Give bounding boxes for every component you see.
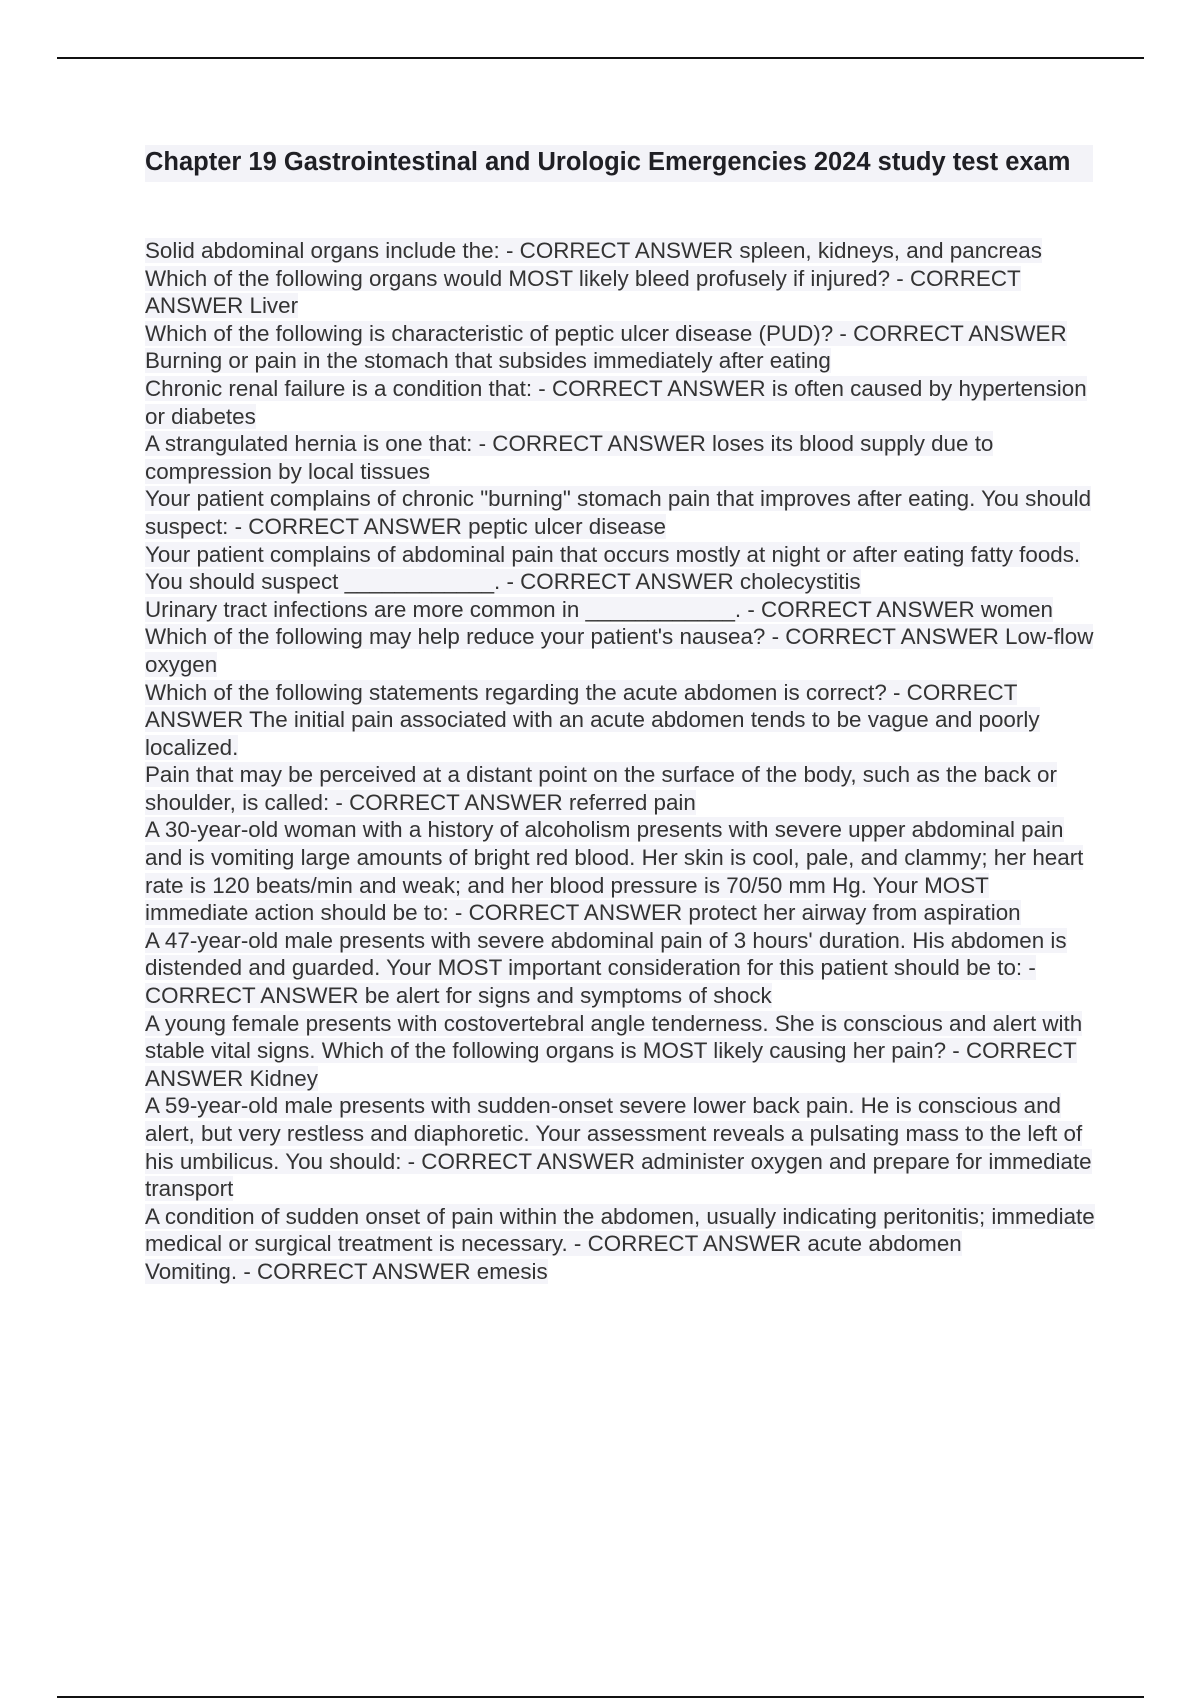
list-item: [145, 265, 1095, 320]
list-item: [145, 1203, 1095, 1258]
qa-text: Chronic renal failure is a condition that: - CORRECT ANSWER is often caused by hypertension or diabetes: [145, 375, 1087, 429]
qa-text: A strangulated hernia is one that: - CORRECT ANSWER loses its blood supply due to compression by local tissues: [145, 431, 994, 484]
list-item: [145, 430, 1095, 485]
list-item: [145, 596, 1095, 624]
qa-text: A 47-year-old male presents with severe abdominal pain of 3 hours' duration. His abdomen is distended and guarded. Your MOST important consideration for this patient should be to: - CORRECT ANSWER be alert for signs and symptoms of shock: [145, 927, 1067, 1009]
list-item: [145, 541, 1095, 596]
list-item: [145, 1010, 1095, 1093]
qa-text: Solid abdominal organs include the: - CORRECT ANSWER spleen, kidneys, and pancreas: [145, 238, 1042, 263]
qa-text: Which of the following statements regarding the acute abdomen is correct? - CORRECT ANSWER The initial pain associated with an acute abdomen tends to be vague and poorly localized.: [145, 679, 1040, 760]
document-title: Chapter 19 Gastrointestinal and Urologic Emergencies 2024 study test exam: [145, 145, 1093, 182]
list-item: [145, 1258, 1095, 1286]
qa-text: Pain that may be perceived at a distant point on the surface of the body, such as the back or shoulder, is called: - CORRECT ANSWER referred pain: [145, 762, 1057, 815]
qa-text: Which of the following is characteristic of peptic ulcer disease (PUD)? - CORRECT ANSWER Burning or pain in the stomach that subsides immediately after eating: [145, 320, 1067, 374]
list-item: [145, 816, 1095, 926]
qa-text: Urinary tract infections are more common in ____________. - CORRECT ANSWER women: [145, 596, 1054, 622]
qa-text: Vomiting. - CORRECT ANSWER emesis: [145, 1258, 548, 1284]
qa-text: Your patient complains of abdominal pain that occurs mostly at night or after eating fatty foods. You should suspect ____________. - CORRECT ANSWER cholecystitis: [145, 541, 1081, 595]
qa-list: [145, 237, 1095, 1286]
list-item: [145, 237, 1095, 265]
list-item: [145, 375, 1095, 430]
qa-text: A young female presents with costovertebral angle tenderness. She is conscious and alert with stable vital signs. Which of the following organs is MOST likely causing her pain? - CORRECT ANSWER Kidney: [145, 1010, 1083, 1091]
qa-text: Which of the following organs would MOST likely bleed profusely if injured? - CORRECT ANSWER Liver: [145, 265, 1021, 319]
qa-text: A 30-year-old woman with a history of alcoholism presents with severe upper abdominal pain and is vomiting large amounts of bright red blood. Her skin is cool, pale, and clammy; her heart rate is 120 beats/min and weak; and her blood pressure is 70/50 mm Hg. Your MOST immediate action should be to: - CORRECT ANSWER protect her airway from aspiration: [145, 817, 1084, 926]
list-item: [145, 761, 1095, 816]
list-item: [145, 485, 1095, 540]
list-item: [145, 623, 1095, 678]
qa-text: Which of the following may help reduce your patient's nausea? - CORRECT ANSWER Low-flow oxygen: [145, 624, 1094, 677]
list-item: [145, 679, 1095, 762]
list-item: [145, 320, 1095, 375]
top-rule: [57, 57, 1144, 59]
list-item: [145, 927, 1095, 1010]
qa-text: A condition of sudden onset of pain within the abdomen, usually indicating peritonitis; immediate medical or surgical treatment is necessary. - CORRECT ANSWER acute abdomen: [145, 1203, 1095, 1257]
list-item: [145, 1092, 1095, 1202]
qa-text: A 59-year-old male presents with sudden-onset severe lower back pain. He is conscious and alert, but very restless and diaphoretic. Your assessment reveals a pulsating mass to the left of his umbilicus. You should: - CORRECT ANSWER administer oxygen and prepare for immediate transport: [145, 1093, 1092, 1202]
bottom-rule: [57, 1696, 1144, 1698]
qa-text: Your patient complains of chronic "burning" stomach pain that improves after eating. You should suspect: - CORRECT ANSWER peptic ulcer disease: [145, 486, 1092, 539]
